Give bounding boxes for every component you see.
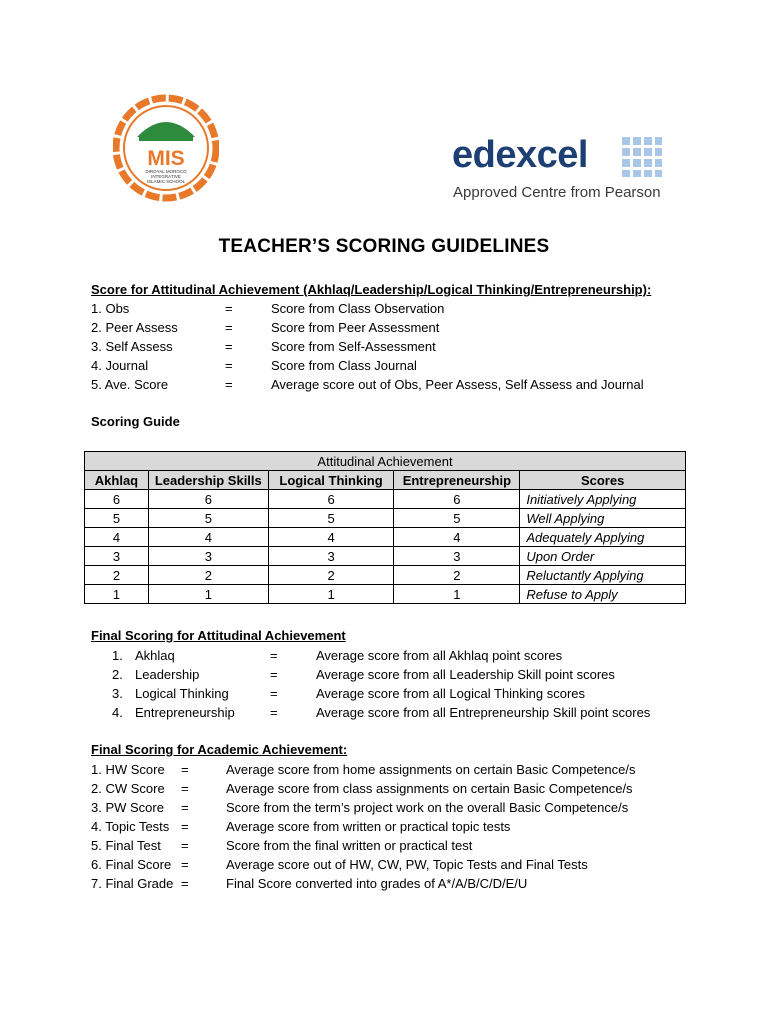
item-label: 7. Final Grade [91,876,174,891]
column-header: Logical Thinking [268,471,394,490]
table-row [85,585,686,604]
item-equals: = [270,648,278,663]
item-label: 1. Obs [91,301,130,316]
final-attitudinal-heading: Final Scoring for Attitudinal Achievement [91,628,346,643]
item-equals: = [225,358,233,373]
table-cell: 3 [268,547,394,566]
table-cell: Adequately Applying [520,528,686,547]
item-label: 1. HW Score [91,762,165,777]
item-equals: = [225,339,233,354]
table-title: Attitudinal Achievement [85,452,686,471]
table-cell: 4 [148,528,268,547]
table-cell: 6 [394,490,520,509]
item-desc: Average score from all Leadership Skill point scores [316,667,615,682]
column-header: Akhlaq [85,471,149,490]
table-cell: 6 [85,490,149,509]
school-logo-line-2: INTEGRATIVE [151,174,181,179]
school-logo [113,93,219,203]
table-row [85,509,686,528]
column-header: Scores [520,471,686,490]
table-cell: 2 [268,566,394,585]
item-label: 6. Final Score [91,857,172,872]
item-desc: Average score out of Obs, Peer Assess, Self Assess and Journal [271,377,644,392]
table-cell: 2 [148,566,268,585]
item-desc: Average score from all Logical Thinking scores [316,686,586,701]
item-equals: = [225,320,233,335]
table-cell: Refuse to Apply [520,585,686,604]
item-equals: = [270,686,278,701]
edexcel-logo [452,133,667,205]
table-cell: 3 [148,547,268,566]
item-equals: = [181,857,189,872]
table-header-row [85,471,686,490]
item-label: 3. PW Score [91,800,164,815]
table-cell: 3 [394,547,520,566]
item-label: Logical Thinking [135,686,229,701]
table-row [85,566,686,585]
item-label: 3. Self Assess [91,339,173,354]
table-cell: 1 [394,585,520,604]
table-cell: 4 [394,528,520,547]
item-equals: = [181,876,189,891]
table-title-row [85,452,686,471]
table-cell: Upon Order [520,547,686,566]
item-label: 2. CW Score [91,781,165,796]
table-cell: 1 [268,585,394,604]
table-row [85,528,686,547]
item-desc: Average score out of HW, CW, PW, Topic Tests and Final Tests [226,857,588,872]
item-equals: = [225,301,233,316]
item-desc: Score from Self-Assessment [271,339,436,354]
item-label: 4. Journal [91,358,149,373]
page-title: TEACHER’S SCORING GUIDELINES [218,236,550,257]
table-row [85,490,686,509]
item-equals: = [181,838,189,853]
item-equals: = [181,762,189,777]
item-desc: Score from the term’s project work on the overall Basic Competence/s [226,800,629,815]
table-cell: 5 [148,509,268,528]
table-cell: Well Applying [520,509,686,528]
item-number: 4. [112,705,123,720]
item-desc: Average score from written or practical topic tests [226,819,511,834]
table-cell: 4 [85,528,149,547]
school-logo-letters: MIS [147,147,185,170]
column-header: Entrepreneurship [394,471,520,490]
table-cell: Reluctantly Applying [520,566,686,585]
item-equals: = [270,667,278,682]
item-desc: Average score from all Entrepreneurship Skill point scores [316,705,651,720]
table-cell: 2 [85,566,149,585]
table-cell: 5 [268,509,394,528]
item-equals: = [225,377,233,392]
item-number: 2. [112,667,123,682]
item-desc: Average score from home assignments on certain Basic Competence/s [226,762,636,777]
item-number: 3. [112,686,123,701]
column-header: Leadership Skills [148,471,268,490]
item-equals: = [181,819,189,834]
final-academic-heading: Final Scoring for Academic Achievement: [91,742,348,757]
table-cell: 1 [85,585,149,604]
item-label: 4. Topic Tests [91,819,170,834]
table-cell: 6 [268,490,394,509]
scoring-guide-heading: Scoring Guide [91,414,180,429]
scoring-guide-table [84,451,686,604]
item-desc: Average score from class assignments on certain Basic Competence/s [226,781,633,796]
item-label: 5. Final Test [91,838,161,853]
item-number: 1. [112,648,123,663]
attitudinal-heading: Score for Attitudinal Achievement (Akhlaq/Leadership/Logical Thinking/Entrepreneurship): [91,282,652,297]
item-label: Akhlaq [135,648,175,663]
item-desc: Score from Class Observation [271,301,445,316]
table-cell: 2 [394,566,520,585]
item-desc: Average score from all Akhlaq point scores [316,648,563,663]
edexcel-grid-icon [622,137,662,177]
item-label: Entrepreneurship [135,705,235,720]
table-cell: Initiatively Applying [520,490,686,509]
item-desc: Score from the final written or practical test [226,838,473,853]
edexcel-tagline: Approved Centre from Pearson [453,184,661,201]
table-cell: 4 [268,528,394,547]
table-cell: 5 [394,509,520,528]
item-equals: = [181,781,189,796]
table-cell: 6 [148,490,268,509]
item-label: 5. Ave. Score [91,377,169,392]
item-label: Leadership [135,667,200,682]
table-cell: 1 [148,585,268,604]
item-desc: Final Score converted into grades of A*/A/B/C/D/E/U [226,876,528,891]
school-logo-line-3: ISLAMIC SCHOOL [146,179,186,184]
item-equals: = [181,800,189,815]
table-row [85,547,686,566]
item-desc: Score from Peer Assessment [271,320,440,335]
school-logo-line-1: DIROYAL MOROCO [145,169,187,174]
item-equals: = [270,705,278,720]
table-cell: 3 [85,547,149,566]
item-desc: Score from Class Journal [271,358,417,373]
item-label: 2. Peer Assess [91,320,178,335]
edexcel-wordmark: edexcel [452,134,588,176]
table-cell: 5 [85,509,149,528]
